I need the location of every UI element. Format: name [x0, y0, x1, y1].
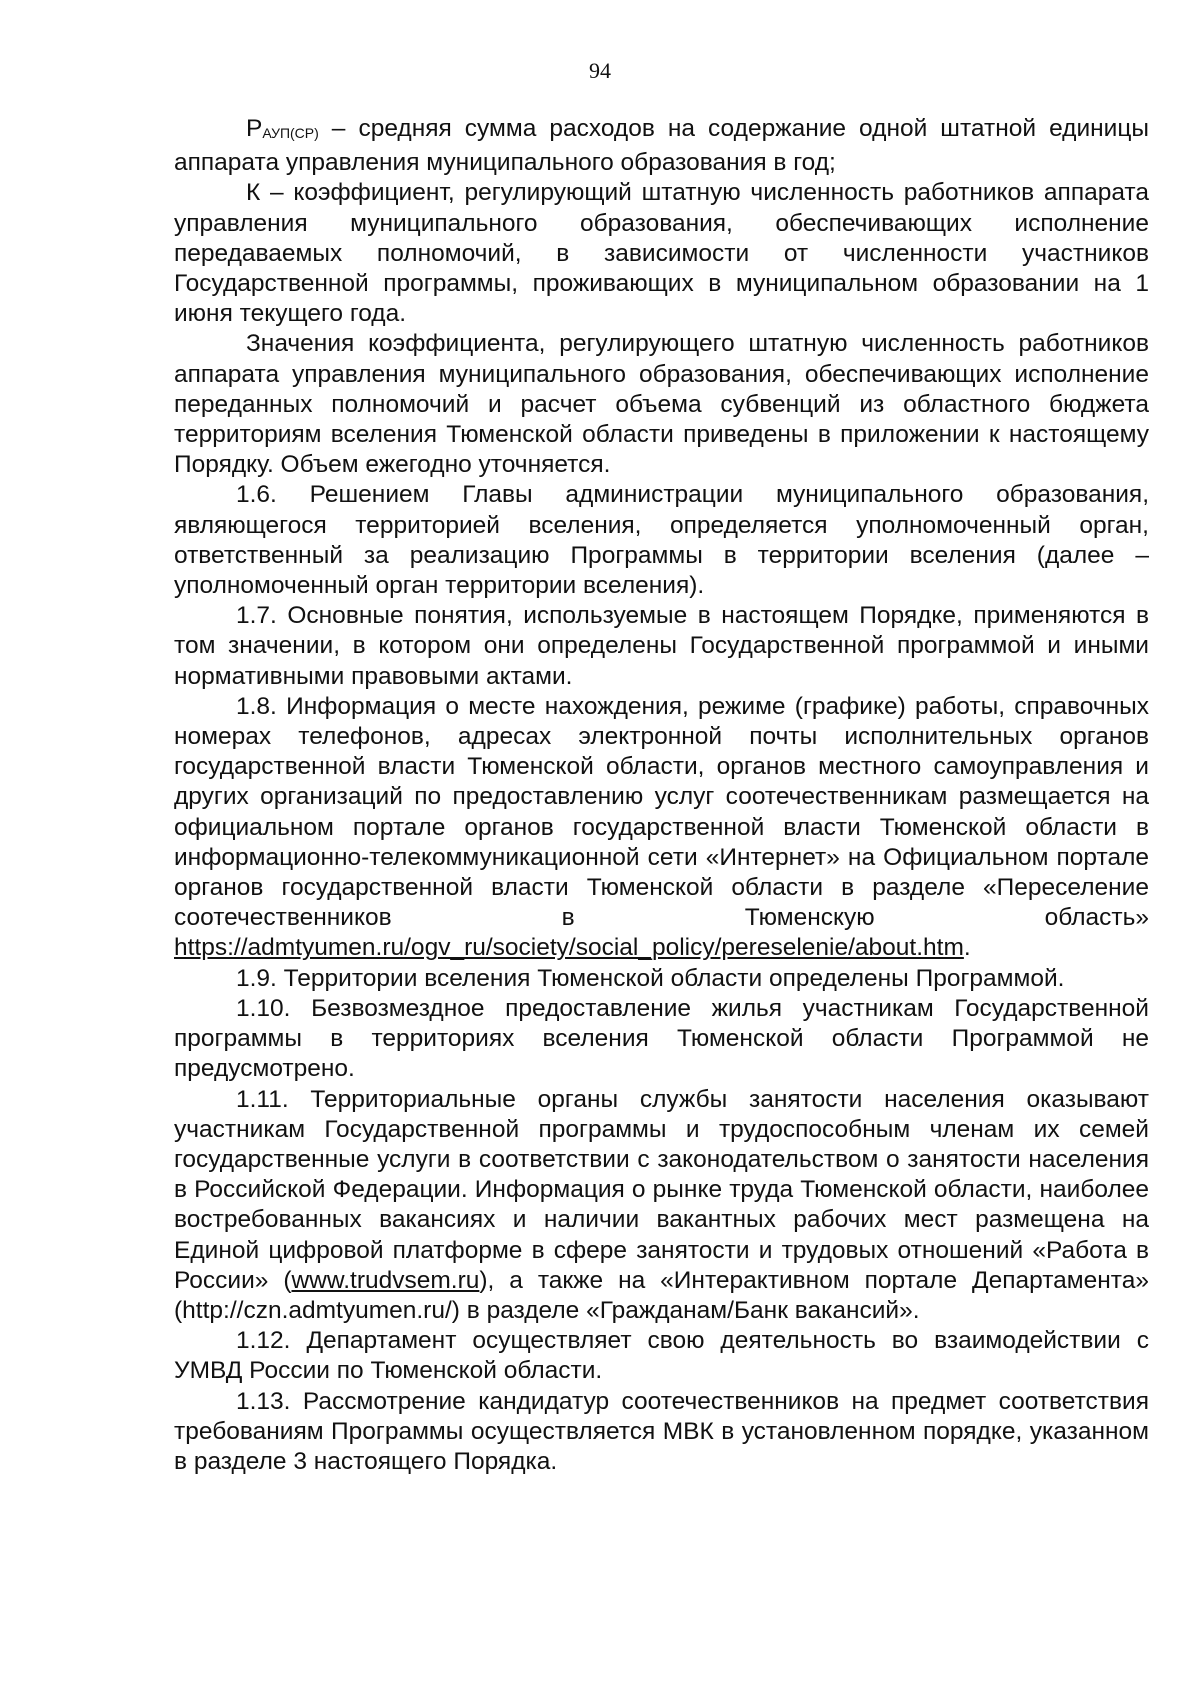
- paragraph-1-7: 1.7. Основные понятия, используемые в настоящем Порядке, применяются в том значении, в котором они определены Государственной программой и иными нормативными правовыми актами.: [174, 602, 1149, 690]
- paragraph-1-9: 1.9. Территории вселения Тюменской области определены Программой.: [236, 964, 1065, 992]
- paragraph-1-13: 1.13. Рассмотрение кандидатур соотечественников на предмет соответствия требованиям Программы осуществляется МВК в установленном порядке, указанном в разделе 3 настоящего Порядка.: [174, 1387, 1149, 1475]
- paragraph-1-8: [174, 692, 1149, 964]
- raup-subscript: АУП(СР): [262, 125, 319, 141]
- raup-definition-text: – средняя сумма расходов на содержание одной штатной единицы аппарата управления муниципального образования в год;: [174, 115, 1149, 177]
- paragraph-coefficient-values: Значения коэффициента, регулирующего штатную численность работников аппарата управления муниципального образования, обеспечивающих исполнение переданных полномочий и расчет объема субвенций из областного бюджета территориям вселения Тюменской области приведены в приложении к настоящему Порядку. Объем ежегодно уточняется.: [174, 330, 1149, 479]
- paragraph-raup-definition: [174, 114, 1149, 178]
- paragraph-1-10: 1.10. Безвозмездное предоставление жилья участникам Государственной программы в территориях вселения Тюменской области Программой не предусмотрено.: [174, 994, 1149, 1083]
- paragraph-1-11-text: 1.11. Территориальные органы службы занятости населения оказывают участникам Государственной программы и трудоспособным членам их семей государственные услуги в соответствии с законодательством о занятости населения в Российской Федерации. Информация о рынке труда Тюменской области, наиболее востребованных вакансиях и наличии вакантных рабочих мест размещена на Единой цифровой платформе в сфере занятости и трудовых отношений «Работа в России» (: [174, 1085, 1149, 1294]
- paragraph-1-6: 1.6. Решением Главы администрации муниципального образования, являющегося территорией вселения, определяется уполномоченный орган, ответственный за реализацию Программы в территории вселения (далее – уполномоченный орган территории вселения).: [174, 481, 1149, 600]
- paragraph-1-8-end: .: [963, 934, 971, 962]
- raup-symbol: Р: [246, 115, 263, 142]
- page-number: 94: [589, 58, 611, 83]
- document-body: [174, 114, 1149, 1477]
- paragraph-1-11: [174, 1085, 1149, 1327]
- paragraph-1-11-end: ), а также на «Интерактивном портале Департамента» (http://czn.admtyumen.ru/) в разделе «Гражданам/Банк вакансий».: [174, 1266, 1149, 1324]
- trudvsem-link[interactable]: www.trudvsem.ru: [291, 1266, 480, 1294]
- paragraph-1-12: 1.12. Департамент осуществляет свою деятельность во взаимодействии с УМВД России по Тюменской области.: [174, 1327, 1149, 1385]
- paragraph-1-8-text: 1.8. Информация о месте нахождения, режиме (графике) работы, справочных номерах телефонов, адресах электронной почты исполнительных органов государственной власти Тюменской области, органов местного самоуправления и других организаций по предоставлению услуг соотечественникам размещается на официальном портале органов государственной власти Тюменской области в информационно-телекоммуникационной сети «Интернет» на Официальном портале органов государственной власти Тюменской области в разделе «Переселение соотечественников в Тюменскую область»: [174, 692, 1149, 932]
- pereselenie-link[interactable]: https://admtyumen.ru/ogv_ru/society/social_policy/pereselenie/about.htm: [174, 934, 964, 962]
- paragraph-k-definition: К – коэффициент, регулирующий штатную численность работников аппарата управления муниципального образования, обеспечивающих исполнение передаваемых полномочий, в зависимости от численности участников Государственной программы, проживающих в муниципальном образовании на 1 июня текущего года.: [174, 179, 1149, 328]
